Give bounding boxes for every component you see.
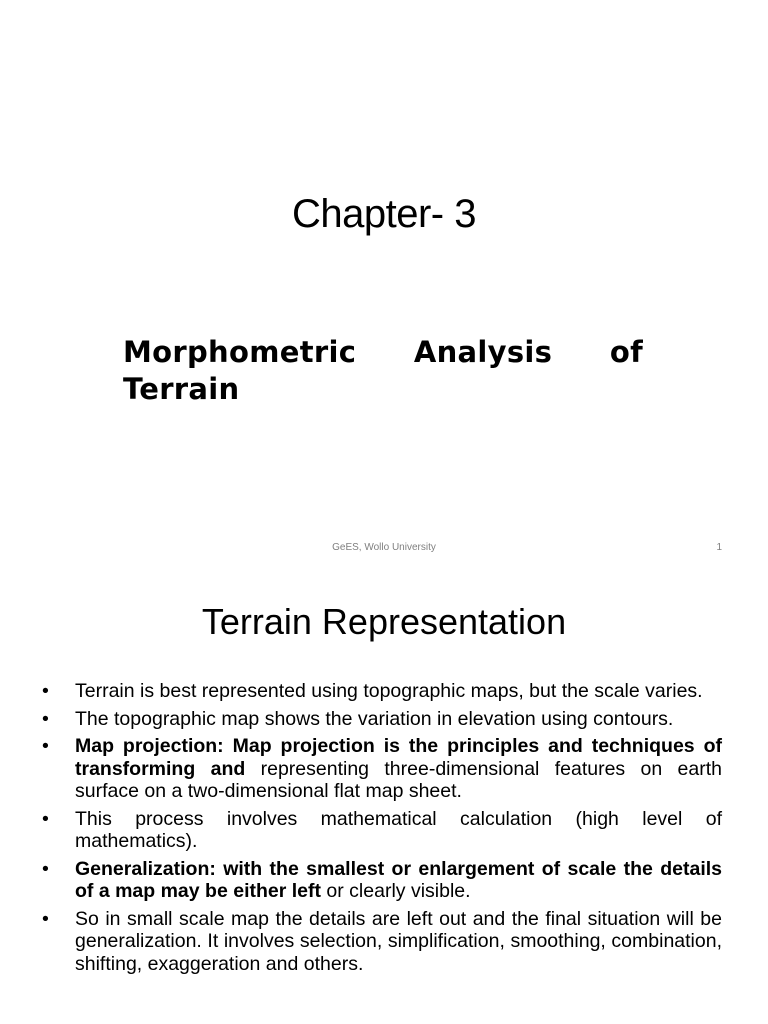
bullet-list [42, 680, 722, 980]
bullet-icon: • [42, 707, 49, 730]
bullet-icon: • [42, 735, 49, 757]
bullet-item [42, 735, 722, 803]
slide-title: Terrain Representation [201, 601, 567, 642]
bullet-item [42, 680, 722, 703]
bullet-text: representing three-dimensional features on earth surface on a two-dimensional flat map sheet. [75, 757, 723, 802]
chapter-subtitle: Morphometric Analysis of Terrain [123, 335, 643, 406]
bullet-text: or clearly visible. [321, 880, 471, 902]
bullet-item [42, 808, 722, 853]
bullet-icon: • [42, 857, 49, 880]
bullet-text: Terrain is best represented using topographic maps, but the scale varies. [75, 680, 703, 702]
bullet-text: So in small scale map the details are left out and the final situation will be generalization. It involves selection, simplification, smoothing, combination, shifting, exaggeration and others. [75, 907, 722, 975]
bullet-text: The topographic map shows the variation in elevation using contours. [75, 707, 674, 730]
slide-footer-text: GeES, Wollo University [332, 542, 436, 553]
chapter-title: Chapter- 3 [292, 192, 476, 236]
bullet-item [42, 908, 722, 976]
bullet-icon: • [42, 907, 49, 930]
bullet-item [42, 858, 722, 903]
bullet-bold-text: Map projection: Map projection is the principles and techniques of transforming and [75, 735, 722, 780]
bullet-icon: • [42, 807, 49, 830]
bullet-bold-text: Generalization: with the smallest or enlargement of scale the details of a map may be either left [75, 857, 722, 902]
bullet-text: This process involves mathematical calculation (high level of mathematics). [75, 807, 722, 852]
bullet-icon: • [42, 680, 49, 702]
slide-2 [0, 576, 768, 1024]
page-number: 1 [716, 542, 722, 553]
bullet-item [42, 708, 722, 731]
